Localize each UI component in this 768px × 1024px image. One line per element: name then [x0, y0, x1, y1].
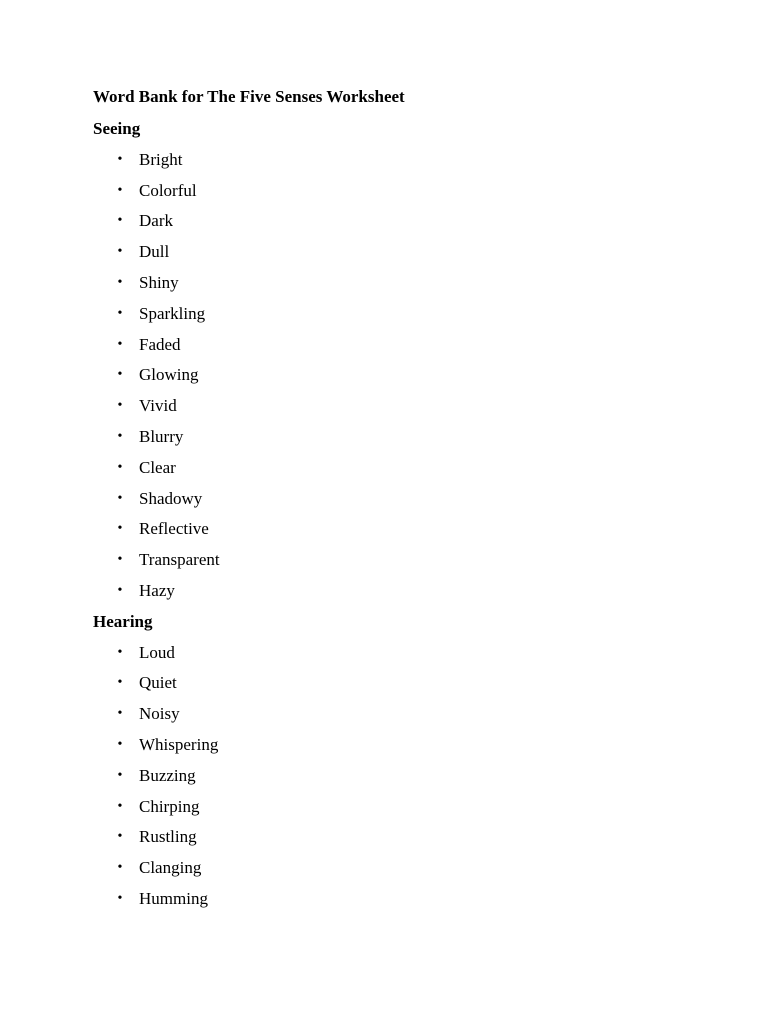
bullet-icon: • — [117, 582, 123, 598]
bullet-icon: • — [117, 552, 123, 568]
list-item — [93, 853, 768, 884]
word-text: Bright — [139, 149, 183, 169]
section-seeing — [93, 114, 768, 607]
bullet-icon: • — [117, 398, 123, 414]
bullet-icon: • — [117, 798, 123, 814]
bullet-icon: • — [117, 305, 123, 321]
bullet-icon: • — [117, 182, 123, 198]
bullet-icon: • — [117, 890, 123, 906]
word-text: Glowing — [139, 365, 199, 385]
word-text: Humming — [139, 888, 208, 908]
bullet-icon: • — [117, 336, 123, 352]
word-text: Quiet — [139, 673, 177, 693]
word-text: Colorful — [139, 180, 197, 200]
list-item — [93, 145, 768, 176]
list-item — [93, 299, 768, 330]
list-item — [93, 761, 768, 792]
word-list-hearing — [93, 638, 768, 915]
bullet-icon: • — [117, 274, 123, 290]
bullet-icon: • — [117, 151, 123, 167]
word-text: Shadowy — [139, 488, 203, 508]
list-item — [93, 576, 768, 607]
list-item — [93, 884, 768, 915]
list-item — [93, 391, 768, 422]
word-list-seeing — [93, 145, 768, 607]
list-item — [93, 206, 768, 237]
list-item — [93, 453, 768, 484]
list-item — [93, 237, 768, 268]
list-item — [93, 360, 768, 391]
bullet-icon: • — [117, 428, 123, 444]
word-text: Chirping — [139, 796, 200, 816]
section-heading-seeing: Seeing — [93, 119, 141, 138]
word-text: Whispering — [139, 734, 219, 754]
word-text: Clanging — [139, 858, 202, 878]
word-text: Dark — [139, 211, 173, 231]
list-item — [93, 638, 768, 669]
word-text: Loud — [139, 642, 175, 662]
word-text: Blurry — [139, 426, 184, 446]
list-item — [93, 699, 768, 730]
bullet-icon: • — [117, 213, 123, 229]
bullet-icon: • — [117, 490, 123, 506]
bullet-icon: • — [117, 675, 123, 691]
word-text: Hazy — [139, 580, 175, 600]
bullet-icon: • — [117, 459, 123, 475]
word-text: Clear — [139, 457, 176, 477]
section-heading-hearing: Hearing — [93, 611, 153, 631]
word-text: Dull — [139, 242, 170, 262]
bullet-icon: • — [117, 367, 123, 383]
bullet-icon: • — [117, 767, 123, 783]
bullet-icon: • — [117, 860, 123, 876]
word-text: Faded — [139, 334, 181, 354]
list-item — [93, 822, 768, 853]
bullet-icon: • — [117, 706, 123, 722]
bullet-icon: • — [117, 244, 123, 260]
bullet-icon: • — [117, 644, 123, 660]
list-item — [93, 514, 768, 545]
document-title: Word Bank for The Five Senses Worksheet — [93, 87, 405, 106]
section-hearing — [93, 607, 768, 915]
word-text: Noisy — [139, 704, 180, 724]
word-text: Reflective — [139, 519, 209, 539]
word-text: Sparkling — [139, 303, 206, 323]
word-text: Shiny — [139, 272, 179, 292]
list-item — [93, 668, 768, 699]
list-item — [93, 730, 768, 761]
word-text: Buzzing — [139, 765, 196, 785]
word-text: Transparent — [139, 550, 220, 570]
word-text: Vivid — [139, 396, 177, 416]
list-item — [93, 422, 768, 453]
word-text: Rustling — [139, 827, 197, 847]
bullet-icon: • — [117, 829, 123, 845]
list-item — [93, 484, 768, 515]
list-item — [93, 545, 768, 576]
list-item — [93, 176, 768, 207]
list-item — [93, 330, 768, 361]
bullet-icon: • — [117, 736, 123, 752]
list-item — [93, 792, 768, 823]
bullet-icon: • — [117, 521, 123, 537]
list-item — [93, 268, 768, 299]
